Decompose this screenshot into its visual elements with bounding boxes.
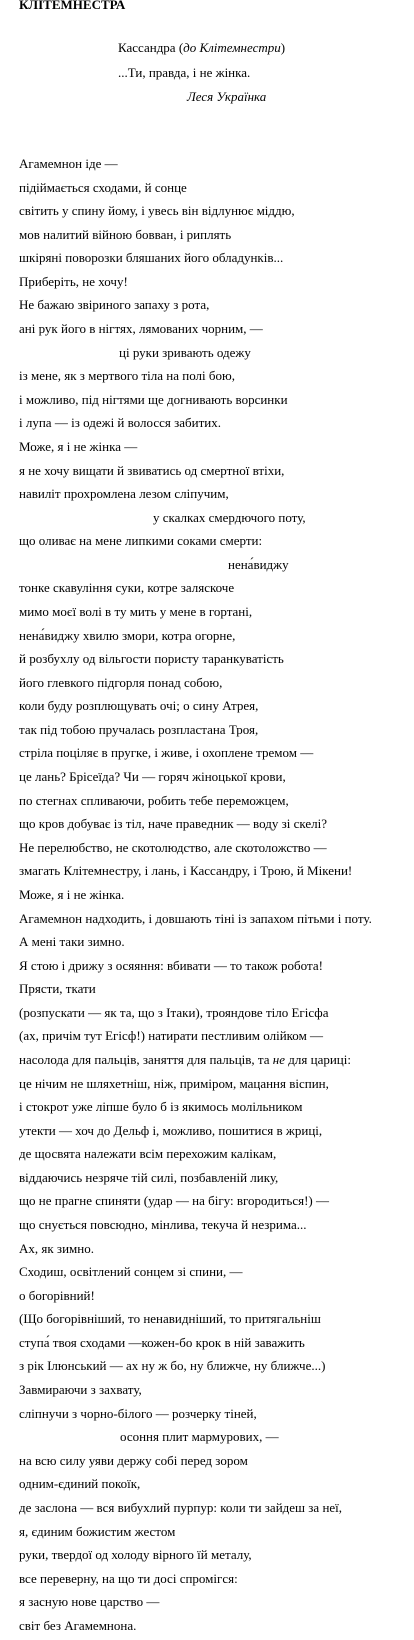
poem-line: Сходиш, освітлений сонцем зі спини, — — [19, 1264, 243, 1280]
poem-line: Не перелюбство, не скотолюдство, але скотоложство — — [19, 839, 327, 855]
poem-line: я не хочу вищати й звиватись од смертної втіхи, — [19, 462, 285, 478]
poem-line: що снується повсюдно, мінлива, текуча й незрима... — [19, 1217, 307, 1233]
poem-line: А мені таки зимно. — [19, 934, 125, 950]
poem-line: стріла поціляє в пругке, і живе, і охоплене тремом — — [19, 745, 314, 761]
poem-line: його глевкого підгорля понад собою, — [19, 674, 223, 690]
poem-line: сліпнучи з чорно-білого — розчерку тіней, — [19, 1405, 257, 1421]
poem-line: о богорівний! — [19, 1287, 95, 1303]
poem-line: Прясти, ткати — [19, 981, 96, 997]
poem-line: Завмираючи з захвату, — [19, 1382, 142, 1398]
epigraph-stage-direction: до Клітемнестри — [183, 40, 281, 55]
poem-line: Я стою і дрижу з осяяння: вбивати — то також робота! — [19, 957, 323, 973]
poem-line: коли буду розплющувать очі; о сину Атрея, — [19, 698, 259, 714]
poem-line: так під тобою пручалась розпластана Троя, — [19, 721, 259, 737]
epigraph-author: Леся Українка — [187, 89, 267, 104]
poem-line: що кров добуває із тіл, наче праведник — воду зі скелі? — [19, 816, 327, 832]
poem-line: руки, твердої од холоду вірного їй металу, — [19, 1547, 252, 1563]
poem-line: що не прагне спиняти (удар — на бігу: вгородиться!) — — [19, 1193, 330, 1209]
poem-line: світ без Агамемнона. — [19, 1617, 137, 1633]
poem-line: мов налитий війною бовван, і риплять — [19, 226, 232, 242]
poem-line: й розбухлу од вільгости пористу таранкуватість — [19, 651, 284, 667]
epigraph-quote: ...Ти, правда, і не жінка. — [118, 65, 251, 80]
poem-line: нена́виджу хвилю змори, котра огорне, — [19, 627, 236, 643]
poem-body — [19, 152, 409, 1637]
poem-line: я засную нове царство — — [19, 1594, 160, 1610]
poem-line: і лупа — із одежі й волосся забитих. — [19, 415, 221, 431]
poem-line: утекти — хоч до Дельф і, можливо, пошитися в жриці, — [19, 1122, 323, 1138]
poem-line: одним-єдиний покоїк, — [19, 1476, 141, 1492]
poem-line: де заслона — вся вибухлий пурпур: коли ти зайдеш за неї, — [19, 1499, 343, 1515]
poem-line: тонке скавуління суки, котре заляскоче — [19, 580, 235, 596]
poem-line: що оливає на мене липкими соками смерти: — [19, 533, 263, 549]
poem-line: змагать Клітемнестру, і лань, і Кассандру, і Трою, й Мікени! — [19, 863, 353, 879]
poem-line: (розпускати — як та, що з Ітаки), трояндове тіло Егісфа — [19, 1004, 329, 1020]
poem-line: у скалках смердючого поту, — [153, 509, 306, 525]
poem-line: підіймається сходами, й сонце — [19, 179, 187, 195]
poem-line: ані рук його в нігтях, лямованих чорним, — — [19, 321, 263, 337]
poem-line: мимо моєї волі в ту мить у мене в гортані, — [19, 603, 253, 619]
poem-line: осоння плит мармурових, — — [120, 1429, 279, 1445]
poem-line: Приберіть, не хочу! — [19, 273, 128, 289]
poem-title: КЛІТЕМНЕСТРА — [19, 0, 126, 12]
poem-line: із мене, як з мертвого тіла на полі бою, — [19, 368, 235, 384]
poem-line: насолода для пальців, заняття для пальців, та не для цариці: — [19, 1051, 351, 1067]
poem-line: (ах, причім тут Егісф!) натирати пестливим олійком — — [19, 1028, 324, 1044]
poem-line: по стегнах спливаючи, робить тебе переможцем, — [19, 792, 289, 808]
poem-line: це нічим не шляхетніш, ніж, приміром, мацання віспин, — [19, 1075, 329, 1091]
poem-line: де щосвята належати всім перехожим калікам, — [19, 1146, 277, 1162]
poem-line: Агамемнон іде — — [19, 156, 118, 171]
poem-line: Ах, як зимно. — [19, 1240, 94, 1256]
epigraph-close-paren: ) — [280, 40, 286, 55]
poem-line: Не бажаю звіриного запаху з рота, — [19, 297, 210, 313]
poem-line: все переверну, на що ти досі спромігся: — [19, 1570, 238, 1586]
poem-line: це лань? Брісеїда? Чи — горяч жіноцької крови, — [19, 769, 286, 785]
poem-line: з рік Ілюнський — ах ну ж бо, ну ближче, ну ближче...) — [19, 1358, 326, 1374]
poem-line: Агамемнон надходить, і довшають тіні із запахом пітьми і поту. — [19, 910, 372, 926]
poem-line: на всю силу уяви держу собі перед зором — [19, 1452, 248, 1468]
poem-line: (Що богорівніший, то ненавидніший, то притягальніш — [19, 1311, 321, 1327]
poem-line: і стокрот уже ліпше було б із якимось молільником — [19, 1099, 303, 1115]
poem-line: Може, я і не жінка. — [19, 886, 125, 902]
poem-line: і можливо, під нігтями ще догнивають ворсинки — [19, 391, 288, 407]
poem-line: шкіряні поворозки бляшаних його обладунків... — [19, 250, 284, 266]
poem-line: віддаючись незряче тій силі, позбавленій лику, — [19, 1169, 279, 1185]
poem-line: навиліт прохромлена лезом сліпучим, — [19, 486, 229, 502]
poem-line: я, єдиним божистим жестом — [19, 1523, 176, 1539]
epigraph-attribution — [118, 40, 285, 56]
poem-line: світить у спину йому, і увесь він відлунює міддю, — [19, 203, 295, 219]
epigraph-speaker: Кассандра ( — [118, 40, 184, 55]
poem-line: Може, я і не жінка — — [19, 438, 138, 454]
poem-line: нена́виджу — [228, 556, 289, 572]
poem-line: ступа́ твоя сходами —кожен-бо крок в ній заважить — [19, 1334, 305, 1350]
poem-line: ці руки зривають одежу — [119, 344, 251, 360]
